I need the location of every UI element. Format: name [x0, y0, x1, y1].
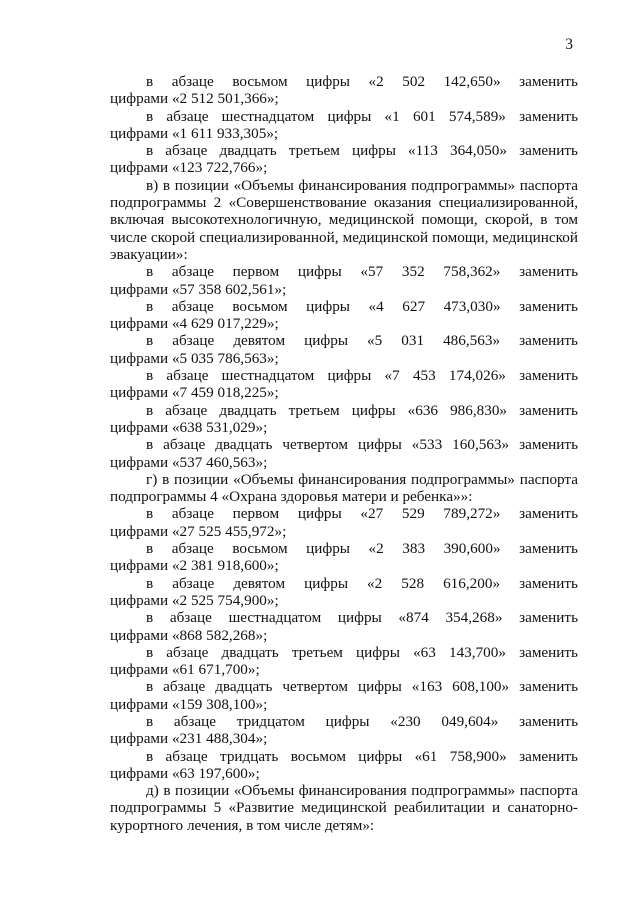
paragraph-line: в абзаце первом цифры «27 529 789,272» заменить — [146, 505, 578, 523]
paragraph-line: в абзаце двадцать третьем цифры «636 986,830» заменить — [146, 401, 578, 419]
paragraph-line: в абзаце двадцать третьем цифры «63 143,700» заменить — [146, 643, 578, 661]
paragraph-line: цифрами «63 197,600»; — [110, 764, 260, 782]
paragraph-line: г) в позиции «Объемы финансирования подпрограммы» паспорта — [146, 470, 578, 488]
paragraph — [110, 471, 578, 506]
paragraph — [110, 142, 578, 177]
paragraph-line: в абзаце девятом цифры «2 528 616,200» заменить — [146, 574, 578, 592]
paragraph-line: в абзаце восьмом цифры «2 502 142,650» заменить — [146, 73, 578, 90]
paragraph-line: цифрами «61 671,700»; — [110, 661, 260, 679]
paragraph-line: цифрами «537 460,563»; — [110, 453, 268, 471]
paragraph-line: цифрами «7 459 018,225»; — [110, 384, 279, 402]
paragraph-line: в абзаце восьмом цифры «2 383 390,600» заменить — [146, 540, 578, 558]
paragraph-line: эвакуации»: — [110, 245, 188, 263]
paragraph — [110, 505, 578, 540]
paragraph-line: цифрами «27 525 455,972»; — [110, 522, 287, 540]
paragraph-line: д) в позиции «Объемы финансирования подпрограммы» паспорта — [146, 782, 578, 800]
paragraph — [110, 402, 578, 437]
paragraph-line: числе скорой специализированной, медицинской помощи, медицинской — [110, 228, 578, 246]
paragraph-line: цифрами «638 531,029»; — [110, 418, 268, 436]
paragraph — [110, 263, 578, 298]
paragraph-line: в абзаце двадцать четвертом цифры «533 160,563» заменить — [146, 436, 578, 454]
paragraph — [110, 782, 578, 834]
paragraph-line: цифрами «2 512 501,366»; — [110, 90, 279, 108]
paragraph — [110, 108, 578, 143]
paragraph-line: в абзаце двадцать четвертом цифры «163 608,100» заменить — [146, 678, 578, 696]
paragraph-line: цифрами «2 381 918,600»; — [110, 557, 279, 575]
paragraph-line: цифрами «1 611 933,305»; — [110, 124, 279, 142]
paragraph — [110, 540, 578, 575]
paragraph-line: в абзаце двадцать третьем цифры «113 364,050» заменить — [146, 142, 578, 160]
page-number: 3 — [565, 36, 573, 53]
paragraph-line: цифрами «4 629 017,229»; — [110, 315, 279, 333]
paragraph-line: цифрами «57 358 602,561»; — [110, 280, 287, 298]
document-body — [110, 73, 578, 834]
paragraph-line: в абзаце шестнадцатом цифры «874 354,268» заменить — [146, 609, 578, 627]
paragraph — [110, 748, 578, 783]
paragraph — [110, 436, 578, 471]
paragraph — [110, 332, 578, 367]
paragraph — [110, 298, 578, 333]
paragraph-line: подпрограммы 4 «Охрана здоровья матери и ребенка»»: — [110, 488, 473, 506]
paragraph-line: в абзаце первом цифры «57 352 758,362» заменить — [146, 263, 578, 281]
paragraph-line: в абзаце девятом цифры «5 031 486,563» заменить — [146, 332, 578, 350]
paragraph — [110, 644, 578, 679]
paragraph-line: в абзаце тридцатом цифры «230 049,604» заменить — [146, 712, 578, 730]
paragraph — [110, 73, 578, 108]
paragraph — [110, 177, 578, 263]
paragraph-line: цифрами «868 582,268»; — [110, 626, 268, 644]
paragraph-line: цифрами «159 308,100»; — [110, 695, 268, 713]
paragraph — [110, 575, 578, 610]
paragraph-line: в абзаце шестнадцатом цифры «1 601 574,589» заменить — [146, 107, 578, 125]
paragraph-line: в абзаце тридцать восьмом цифры «61 758,900» заменить — [146, 747, 578, 765]
paragraph — [110, 678, 578, 713]
paragraph — [110, 367, 578, 402]
paragraph-line: в абзаце шестнадцатом цифры «7 453 174,026» заменить — [146, 367, 578, 385]
paragraph-line: курортного лечения, в том числе детям»: — [110, 816, 375, 834]
paragraph-line: подпрограммы 2 «Совершенствование оказания специализированной, — [110, 194, 578, 212]
paragraph-line: цифрами «2 525 754,900»; — [110, 591, 279, 609]
paragraph-line: подпрограммы 5 «Развитие медицинской реабилитации и санаторно- — [110, 799, 578, 817]
paragraph-line: цифрами «5 035 786,563»; — [110, 349, 279, 367]
paragraph — [110, 609, 578, 644]
paragraph-line: в) в позиции «Объемы финансирования подпрограммы» паспорта — [146, 176, 578, 194]
paragraph-line: цифрами «231 488,304»; — [110, 730, 268, 748]
paragraph-line: включая высокотехнологичную, медицинской помощи, скорой, в том — [110, 211, 578, 229]
paragraph-line: в абзаце восьмом цифры «4 627 473,030» заменить — [146, 297, 578, 315]
paragraph-line: цифрами «123 722,766»; — [110, 159, 268, 177]
paragraph — [110, 713, 578, 748]
